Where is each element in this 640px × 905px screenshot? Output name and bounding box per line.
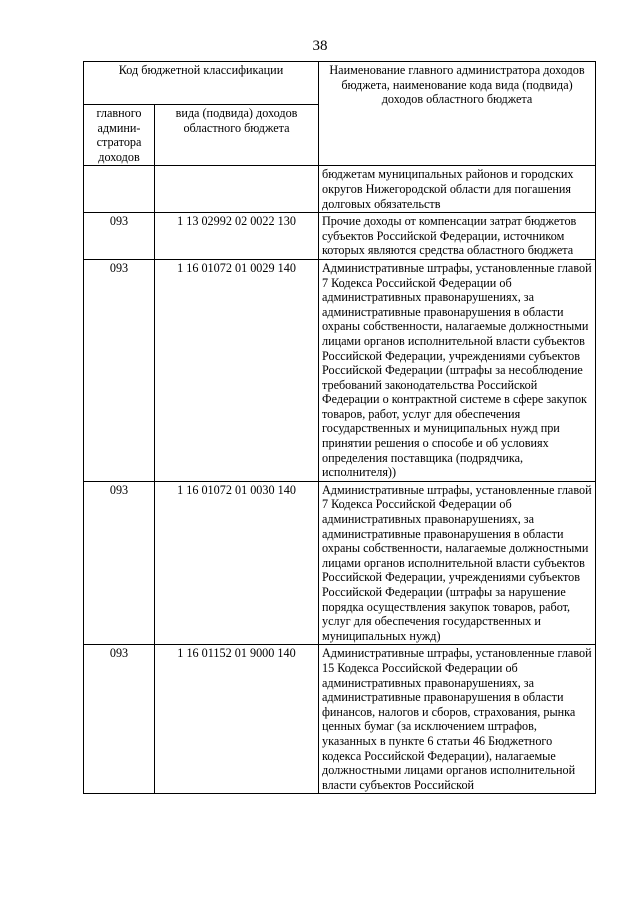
income-name-cell: Прочие доходы от компенсации затрат бюджетов субъектов Российской Федерации, источником которых являются средства областного бюджета — [319, 213, 596, 260]
income-code-cell: 1 13 02992 02 0022 130 — [155, 213, 319, 260]
page-number: 38 — [312, 38, 328, 54]
income-name-cell: бюджетам муниципальных районов и городских округов Нижегородской области для погашения долговых обязательств — [319, 166, 596, 213]
income-name-cell: Административные штрафы, установленные главой 7 Кодекса Российской Федерации об административных правонарушениях, за административные правонарушения в области охраны собственности, налагаемые должностными лицами органов исполнительной власти субъектов Российской Федерации, учреждениями субъектов Российской Федерации (штрафы за несоблюдение требований законодательства Российской Федерации о контрактной системе в сфере закупок товаров, работ, услуг для обеспечения государственных и муниципальных нужд при принятии решения о способе и об условиях определения поставщика (подрядчика, исполнителя)) — [319, 259, 596, 481]
table-row — [84, 481, 596, 645]
header-budget-code-group: Код бюджетной классификации — [84, 62, 319, 105]
budget-classification-table — [83, 61, 596, 794]
header-admin-column: главного админи-стратора доходов — [84, 105, 155, 166]
header-income-code-column: вида (подвида) доходов областного бюджета — [155, 105, 319, 166]
admin-code-cell — [84, 166, 155, 213]
income-name-cell: Административные штрафы, установленные главой 15 Кодекса Российской Федерации об административных правонарушениях, за административные правонарушения в области финансов, налогов и сборов, страхования, рынка ценных бумаг (за исключением штрафов, указанных в пункте 6 статьи 46 Бюджетного кодекса Российской Федерации), налагаемые должностными лицами органов исполнительной власти субъектов Российской — [319, 645, 596, 794]
header-name-column: Наименование главного администратора доходов бюджета, наименование кода вида (подвида) доходов областного бюджета — [319, 62, 596, 166]
income-code-cell: 1 16 01152 01 9000 140 — [155, 645, 319, 794]
admin-code-cell: 093 — [84, 481, 155, 645]
table-row — [84, 259, 596, 481]
table-row — [84, 213, 596, 260]
admin-code-cell: 093 — [84, 259, 155, 481]
income-code-cell — [155, 166, 319, 213]
income-code-cell: 1 16 01072 01 0030 140 — [155, 481, 319, 645]
admin-code-cell: 093 — [84, 645, 155, 794]
income-code-cell: 1 16 01072 01 0029 140 — [155, 259, 319, 481]
table-row — [84, 166, 596, 213]
table-row — [84, 645, 596, 794]
admin-code-cell: 093 — [84, 213, 155, 260]
income-name-cell: Административные штрафы, установленные главой 7 Кодекса Российской Федерации об административных правонарушениях, за административные правонарушения в области охраны собственности, налагаемые должностными лицами органов исполнительной власти субъектов Российской Федерации, учреждениями субъектов Российской Федерации (штрафы за нарушение порядка осуществления закупок товаров, работ, услуг для обеспечения государственных и муниципальных нужд) — [319, 481, 596, 645]
